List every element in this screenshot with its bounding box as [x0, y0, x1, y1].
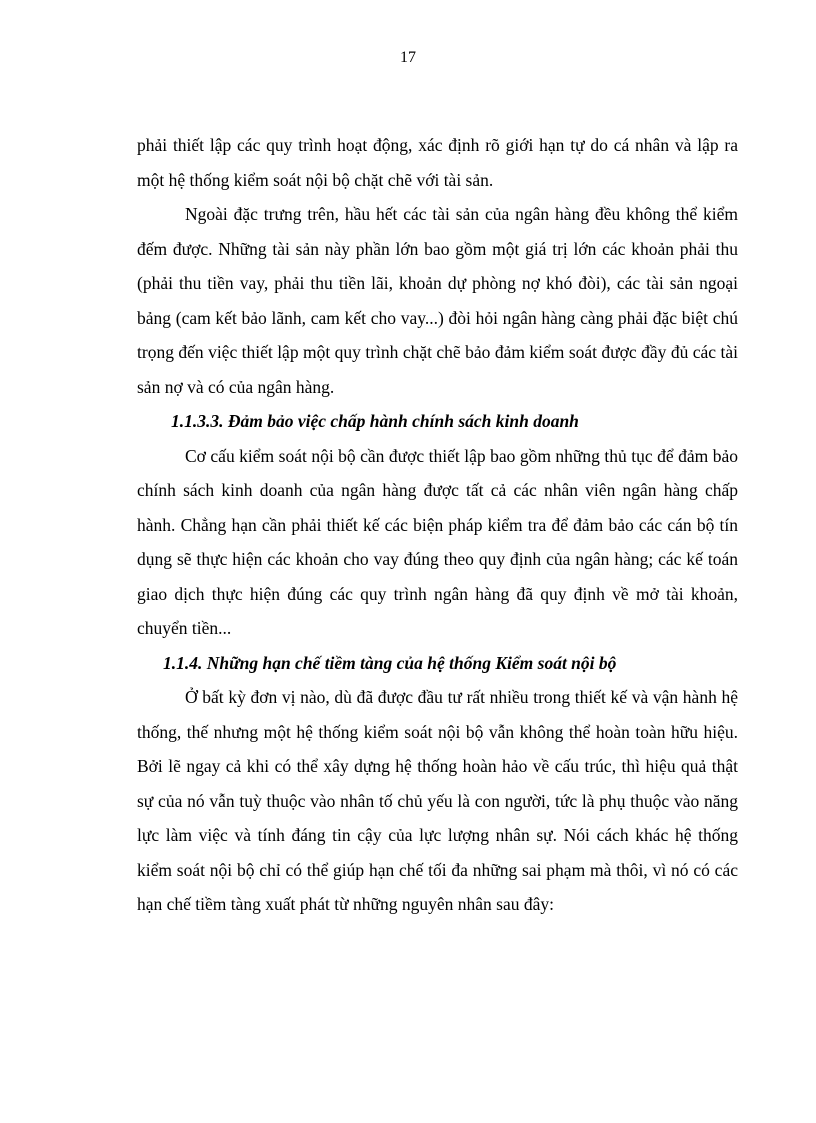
page-number: 17	[400, 49, 416, 66]
section-heading-1-1-3-3: 1.1.3.3. Đảm bảo việc chấp hành chính sách kinh doanh	[171, 411, 579, 431]
paragraph-asset-characteristics: Ngoài đặc trưng trên, hầu hết các tài sản của ngân hàng đều không thể kiểm đếm được. Những tài sản này phần lớn bao gồm một giá trị lớn các khoản phải thu (phải thu tiền vay, phải thu tiền lãi, khoản dự phòng nợ khó đòi), các tài sản ngoại bảng (cam kết bảo lãnh, cam kết cho vay...) đòi hỏi ngân hàng càng phải đặc biệt chú trọng đến việc thiết lập một quy trình chặt chẽ bảo đảm kiểm soát được đầy đủ các tài sản nợ và có của ngân hàng.	[137, 204, 738, 397]
paragraph-business-policy: Cơ cấu kiểm soát nội bộ cần được thiết lập bao gồm những thủ tục để đảm bảo chính sách kinh doanh của ngân hàng được tất cả các nhân viên ngân hàng chấp hành. Chẳng hạn cần phải thiết kế các biện pháp kiểm tra để đảm bảo các cán bộ tín dụng sẽ thực hiện các khoản cho vay đúng theo quy định của ngân hàng; các kế toán giao dịch thực hiện đúng các quy trình ngân hàng đã quy định về mở tài khoản, chuyển tiền...	[137, 445, 738, 638]
paragraph-continuation: phải thiết lập các quy trình hoạt động, xác định rõ giới hạn tự do cá nhân và lập ra một hệ thống kiểm soát nội bộ chặt chẽ với tài sản.	[137, 135, 738, 190]
paragraph-inherent-limitations: Ở bất kỳ đơn vị nào, dù đã được đầu tư rất nhiều trong thiết kế và vận hành hệ thống, thế nhưng một hệ thống kiểm soát nội bộ vẫn không thể hoàn toàn hữu hiệu. Bởi lẽ ngay cả khi có thể xây dựng hệ thống hoàn hảo về cấu trúc, thì hiệu quả thật sự của nó vẫn tuỳ thuộc vào nhân tố chủ yếu là con người, tức là phụ thuộc vào năng lực làm việc và tính đáng tin cậy của lực lượng nhân sự. Nói cách khác hệ thống kiểm soát nội bộ chỉ có thể giúp hạn chế tối đa những sai phạm mà thôi, vì nó có các hạn chế tiềm tàng xuất phát từ những nguyên nhân sau đây:	[137, 687, 738, 914]
document-body	[137, 128, 738, 922]
section-heading-1-1-4: 1.1.4. Những hạn chế tiềm tàng của hệ thống Kiểm soát nội bộ	[163, 652, 617, 673]
